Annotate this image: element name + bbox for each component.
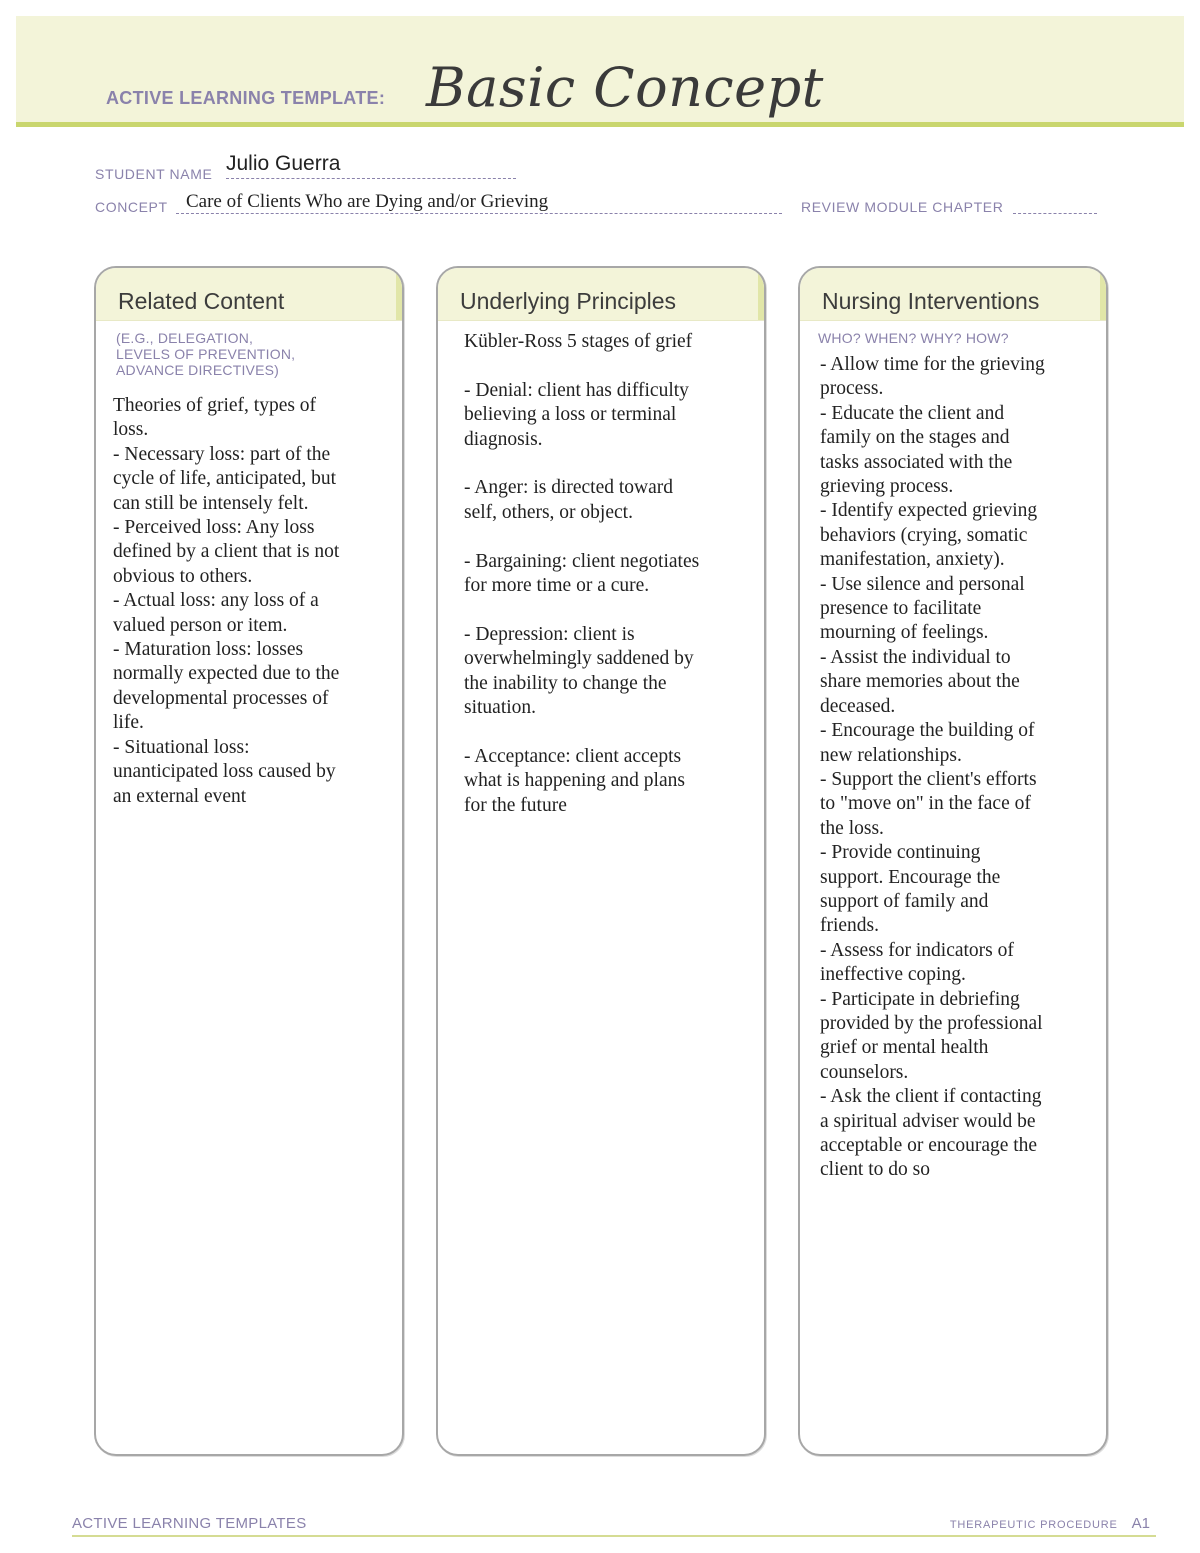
student-name-field[interactable]: Julio Guerra [226, 152, 341, 175]
underlying-principles-header [438, 268, 764, 321]
concept-label: CONCEPT [95, 199, 168, 215]
review-module-field[interactable] [1013, 213, 1097, 214]
footer-right [950, 1515, 1150, 1532]
concept-field[interactable]: Care of Clients Who are Dying and/or Grieving [186, 191, 549, 212]
related-content-header [96, 268, 402, 321]
footer-procedure-label: THERAPEUTIC PROCEDURE [949, 1519, 1118, 1531]
related-content-text[interactable]: Theories of grief, types of loss. - Necessary loss: part of the cycle of life, anticipated, but can still be intensely felt. - Perceived loss: Any loss defined by a client that is not obvious to others. - Actual loss: any loss of a valued person or item. - Maturation loss: losses normally expected due to the developmental processes of life. - Situational loss: unanticipated loss caused by an external event [113, 395, 340, 807]
nursing-interventions-panel [798, 266, 1108, 1456]
student-name-underline [226, 178, 516, 179]
nursing-interventions-header [800, 268, 1106, 321]
footer-page-code: A1 [1131, 1515, 1150, 1532]
header-accent [1100, 268, 1106, 320]
student-name-label: STUDENT NAME [95, 166, 213, 182]
underlying-principles-panel [436, 266, 766, 1456]
concept-underline [176, 213, 782, 214]
related-content-hint: (E.G., DELEGATION, LEVELS OF PREVENTION, ADVANCE DIRECTIVES) [116, 330, 296, 378]
nursing-interventions-text[interactable]: - Allow time for the grieving process. - Educate the client and family on the stages and tasks associated with the grieving process. - Identify expected grieving behaviors (crying, somatic manifestation, anxiety). - Use silence and personal presence to facilitate mourning of feelings. - Assist the individual to share memories about the deceased. - Encourage the building of new relationships. - Support the client's efforts to "move on" in the face of the loss. - Provide continuing support. Encourage the support of family and friends. - Assess for indicators of ineffective coping. - Participate in debriefing provided by the professional grief or mental health counselors. - Ask the client if contacting a spiritual adviser would be acceptable or encourage the client to do so [820, 354, 1045, 1181]
header-accent [396, 268, 402, 320]
related-content-title: Related Content [118, 288, 285, 314]
underlying-principles-title: Underlying Principles [460, 288, 677, 314]
related-content-panel [94, 266, 404, 1456]
template-title: Basic Concept [426, 56, 824, 119]
nursing-interventions-hint: WHO? WHEN? WHY? HOW? [818, 330, 1009, 346]
nursing-interventions-title: Nursing Interventions [822, 288, 1040, 314]
template-label: ACTIVE LEARNING TEMPLATE: [106, 88, 386, 108]
underlying-principles-text[interactable]: Kübler-Ross 5 stages of grief - Denial: client has difficulty believing a loss or terminal diagnosis. - Anger: is directed toward self, others, or object. - Bargaining: client negotiates for more time or a cure. - Depression: client is overwhelmingly saddened by the inability to change the situation. - Acceptance: client accepts what is happening and plans for the future [464, 331, 700, 816]
review-module-label: REVIEW MODULE CHAPTER [801, 199, 1004, 215]
header-accent [758, 268, 764, 320]
header-banner [16, 16, 1184, 127]
footer-rule [72, 1535, 1156, 1537]
footer-left-label: ACTIVE LEARNING TEMPLATES [72, 1515, 307, 1532]
